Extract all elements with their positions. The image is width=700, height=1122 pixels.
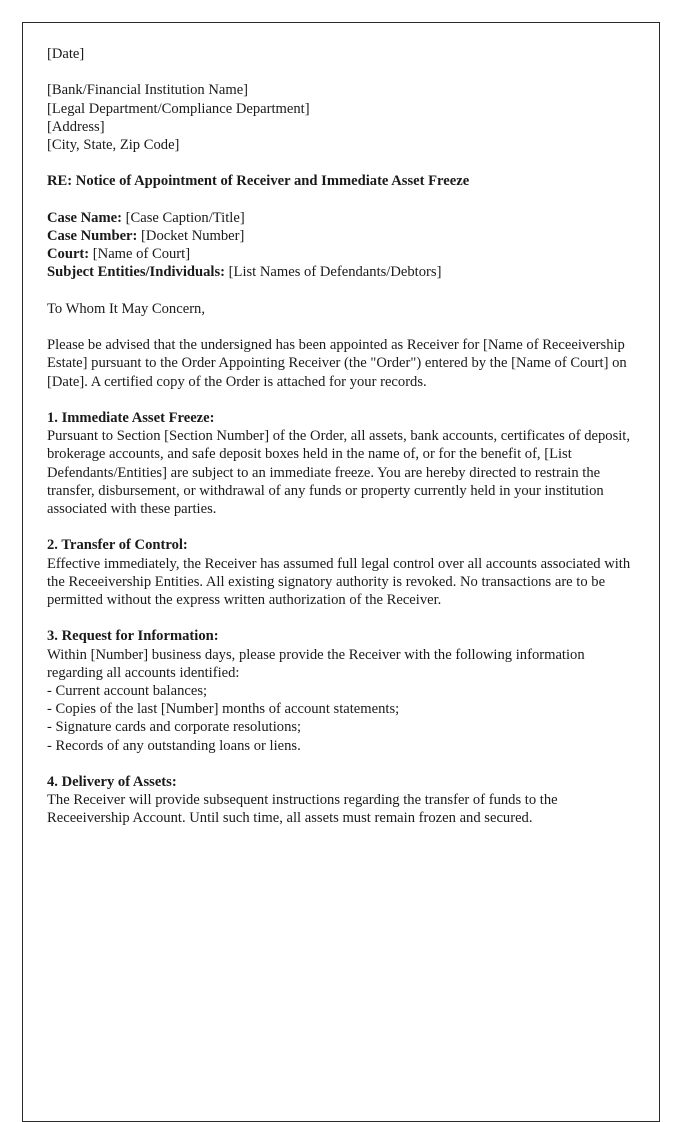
section-heading: 4. Delivery of Assets:	[47, 773, 177, 790]
salutation: To Whom It May Concern,	[47, 300, 205, 317]
spacer	[47, 154, 631, 172]
case-field-row	[47, 245, 631, 263]
spacer	[47, 191, 631, 209]
information-request-list	[47, 682, 631, 755]
section-heading: 3. Request for Information:	[47, 628, 219, 645]
recipient-line: [Address]	[47, 118, 105, 135]
section-request-for-information	[47, 627, 631, 754]
list-item: - Current account balances;	[47, 682, 208, 699]
recipient-address-block	[47, 81, 631, 154]
section-heading: 2. Transfer of Control:	[47, 537, 188, 554]
spacer	[47, 755, 631, 773]
date-placeholder: [Date]	[47, 46, 85, 62]
case-field-label: Subject Entities/Individuals:	[47, 264, 226, 281]
section-transfer-of-control	[47, 536, 631, 609]
section-heading: 1. Immediate Asset Freeze:	[47, 409, 215, 426]
list-item: - Records of any outstanding loans or liens.	[47, 737, 301, 754]
section-delivery-of-assets	[47, 773, 631, 828]
case-field-value: [Case Caption/Title]	[121, 209, 245, 226]
list-item: - Copies of the last [Number] months of account statements;	[47, 701, 400, 718]
spacer	[47, 318, 631, 336]
recipient-line: [Bank/Financial Institution Name]	[47, 82, 249, 99]
document-body	[47, 45, 631, 828]
case-field-value: [Name of Court]	[89, 246, 191, 263]
case-field-label: Case Number:	[47, 227, 138, 244]
spacer	[47, 609, 631, 627]
list-item: - Signature cards and corporate resolutions;	[47, 719, 302, 736]
re-subject-line: RE: Notice of Appointment of Receiver and Immediate Asset Freeze	[47, 173, 470, 190]
spacer	[47, 391, 631, 409]
section-body: Effective immediately, the Receiver has assumed full legal control over all accounts associated with the Receeivership Entities. All existing signatory authority is revoked. No transactions are to be permitted without the express written authorization of the Receiver.	[47, 555, 631, 608]
document-page-clip	[22, 22, 662, 827]
spacer	[47, 63, 631, 81]
section-immediate-asset-freeze	[47, 409, 631, 518]
case-field-row	[47, 227, 631, 245]
spacer	[47, 518, 631, 536]
section-body: The Receiver will provide subsequent instructions regarding the transfer of funds to the Receeivership Account. Until such time, all assets must remain frozen and secured.	[47, 792, 558, 827]
case-field-row	[47, 263, 631, 281]
recipient-line: [Legal Department/Compliance Department]	[47, 100, 310, 117]
case-field-label: Court:	[47, 246, 90, 263]
section-body: Within [Number] business days, please provide the Receiver with the following information regarding all accounts identified:	[47, 646, 585, 681]
opening-paragraph: Please be advised that the undersigned has been appointed as Receiver for [Name of Receeivership Estate] pursuant to the Order Appointing Receiver (the "Order") entered by the [Name of Court] on [Date]. A certified copy of the Order is attached for your records.	[47, 337, 627, 390]
case-field-value: [List Names of Defendants/Debtors]	[225, 264, 442, 281]
case-field-value: [Docket Number]	[137, 227, 245, 244]
spacer	[47, 282, 631, 300]
case-details-block	[47, 209, 631, 282]
recipient-line: [City, State, Zip Code]	[47, 137, 180, 153]
case-field-label: Case Name:	[47, 209, 122, 226]
case-field-row	[47, 209, 631, 227]
document-page	[22, 22, 660, 1122]
section-body: Pursuant to Section [Section Number] of the Order, all assets, bank accounts, certificates of deposit, brokerage accounts, and safe deposit boxes held in the name of, or for the benefit of, [List Defendants/Entities] are subject to an immediate freeze. You are hereby directed to restrain the transfer, disbursement, or withdrawal of any funds or property currently held in your institution associated with these parties.	[47, 428, 631, 517]
